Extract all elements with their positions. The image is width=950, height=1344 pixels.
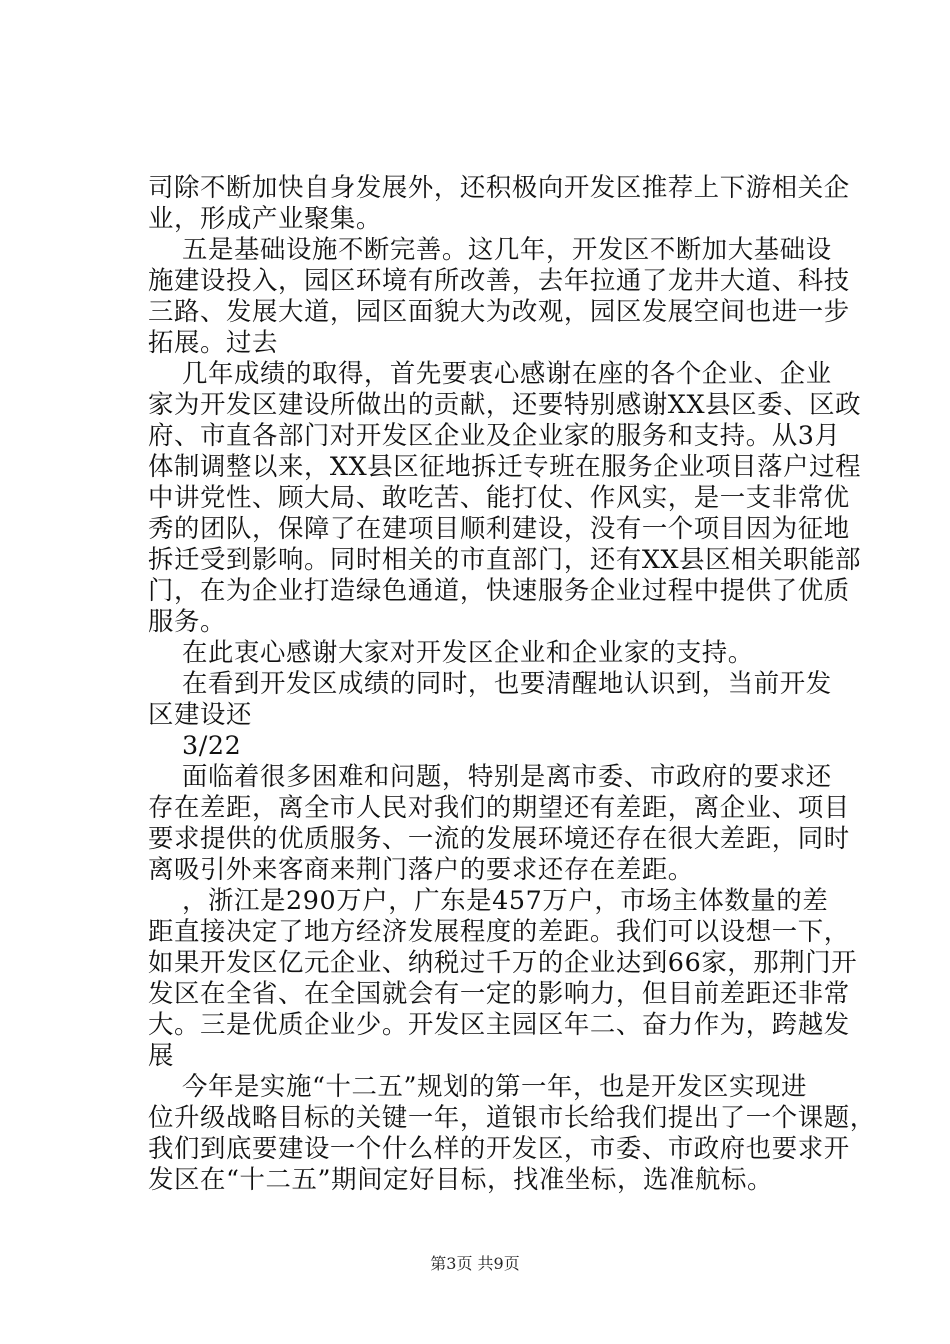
text-line: 业，形成产业聚集。: [148, 203, 382, 233]
text-line: 我们到底要建设一个什么样的开发区，市委、市政府也要求开: [148, 1133, 850, 1163]
text-line: 体制调整以来，XX县区征地拆迁专班在服务企业项目落户过程: [148, 451, 862, 481]
text-line: 拓展。过去: [148, 327, 278, 357]
text-line: 家为开发区建设所做出的贡献，还要特别感谢XX县区委、区政: [148, 389, 862, 419]
text-line: 拆迁受到影响。同时相关的市直部门，还有XX县区相关职能部: [148, 544, 862, 574]
text-line: 府、市直各部门对开发区企业及企业家的服务和支持。从3月: [148, 420, 841, 450]
text-line: 门，在为企业打造绿色通道，快速服务企业过程中提供了优质: [148, 575, 850, 605]
page-footer: 第3页 共9页: [430, 1254, 520, 1273]
text-line: 存在差距，离全市人民对我们的期望还有差距，离企业、项目: [148, 792, 850, 822]
text-line: 服务。: [148, 606, 226, 636]
text-line: 发区在“十二五”期间定好目标，找准坐标，选准航标。: [148, 1164, 773, 1194]
text-line: 大。三是优质企业少。开发区主园区年二、奋力作为，跨越发: [148, 1009, 850, 1039]
text-line: 在看到开发区成绩的同时，也要清醒地认识到，当前开发: [182, 668, 832, 698]
text-line: 发区在全省、在全国就会有一定的影响力，但目前差距还非常: [148, 978, 850, 1008]
text-line: 三路、发展大道，园区面貌大为改观，园区发展空间也进一步: [148, 296, 850, 326]
text-line: 要求提供的优质服务、一流的发展环境还存在很大差距，同时: [148, 823, 850, 853]
text-line: 司除不断加快自身发展外，还积极向开发区推荐上下游相关企: [148, 172, 850, 202]
text-line: 展: [148, 1040, 174, 1070]
text-line: 今年是实施“十二五”规划的第一年，也是开发区实现进: [182, 1071, 807, 1101]
text-line: 面临着很多困难和问题，特别是离市委、市政府的要求还: [182, 761, 832, 791]
text-line: 五是基础设施不断完善。这几年，开发区不断加大基础设: [182, 234, 832, 264]
document-body: [148, 172, 876, 1195]
page-marker: 3/22: [182, 730, 242, 760]
text-line: 距直接决定了地方经济发展程度的差距。我们可以设想一下，: [148, 916, 850, 946]
text-line: 在此衷心感谢大家对开发区企业和企业家的支持。: [182, 637, 754, 667]
text-line: 位升级战略目标的关键一年，道银市长给我们提出了一个课题，: [148, 1102, 876, 1132]
text-line: 离吸引外来客商来荆门落户的要求还存在差距。: [148, 854, 694, 884]
text-line: ，浙江是290万户，广东是457万户，市场主体数量的差: [182, 885, 829, 915]
text-line: 如果开发区亿元企业、纳税过千万的企业达到66家，那荆门开: [148, 947, 858, 977]
text-line: 中讲党性、顾大局、敢吃苦、能打仗、作风实，是一支非常优: [148, 482, 850, 512]
text-line: 几年成绩的取得，首先要衷心感谢在座的各个企业、企业: [182, 358, 832, 388]
text-line: 施建设投入，园区环境有所改善，去年拉通了龙井大道、科技: [148, 265, 850, 295]
text-line: 区建设还: [148, 699, 252, 729]
text-line: 秀的团队，保障了在建项目顺利建设，没有一个项目因为征地: [148, 513, 850, 543]
